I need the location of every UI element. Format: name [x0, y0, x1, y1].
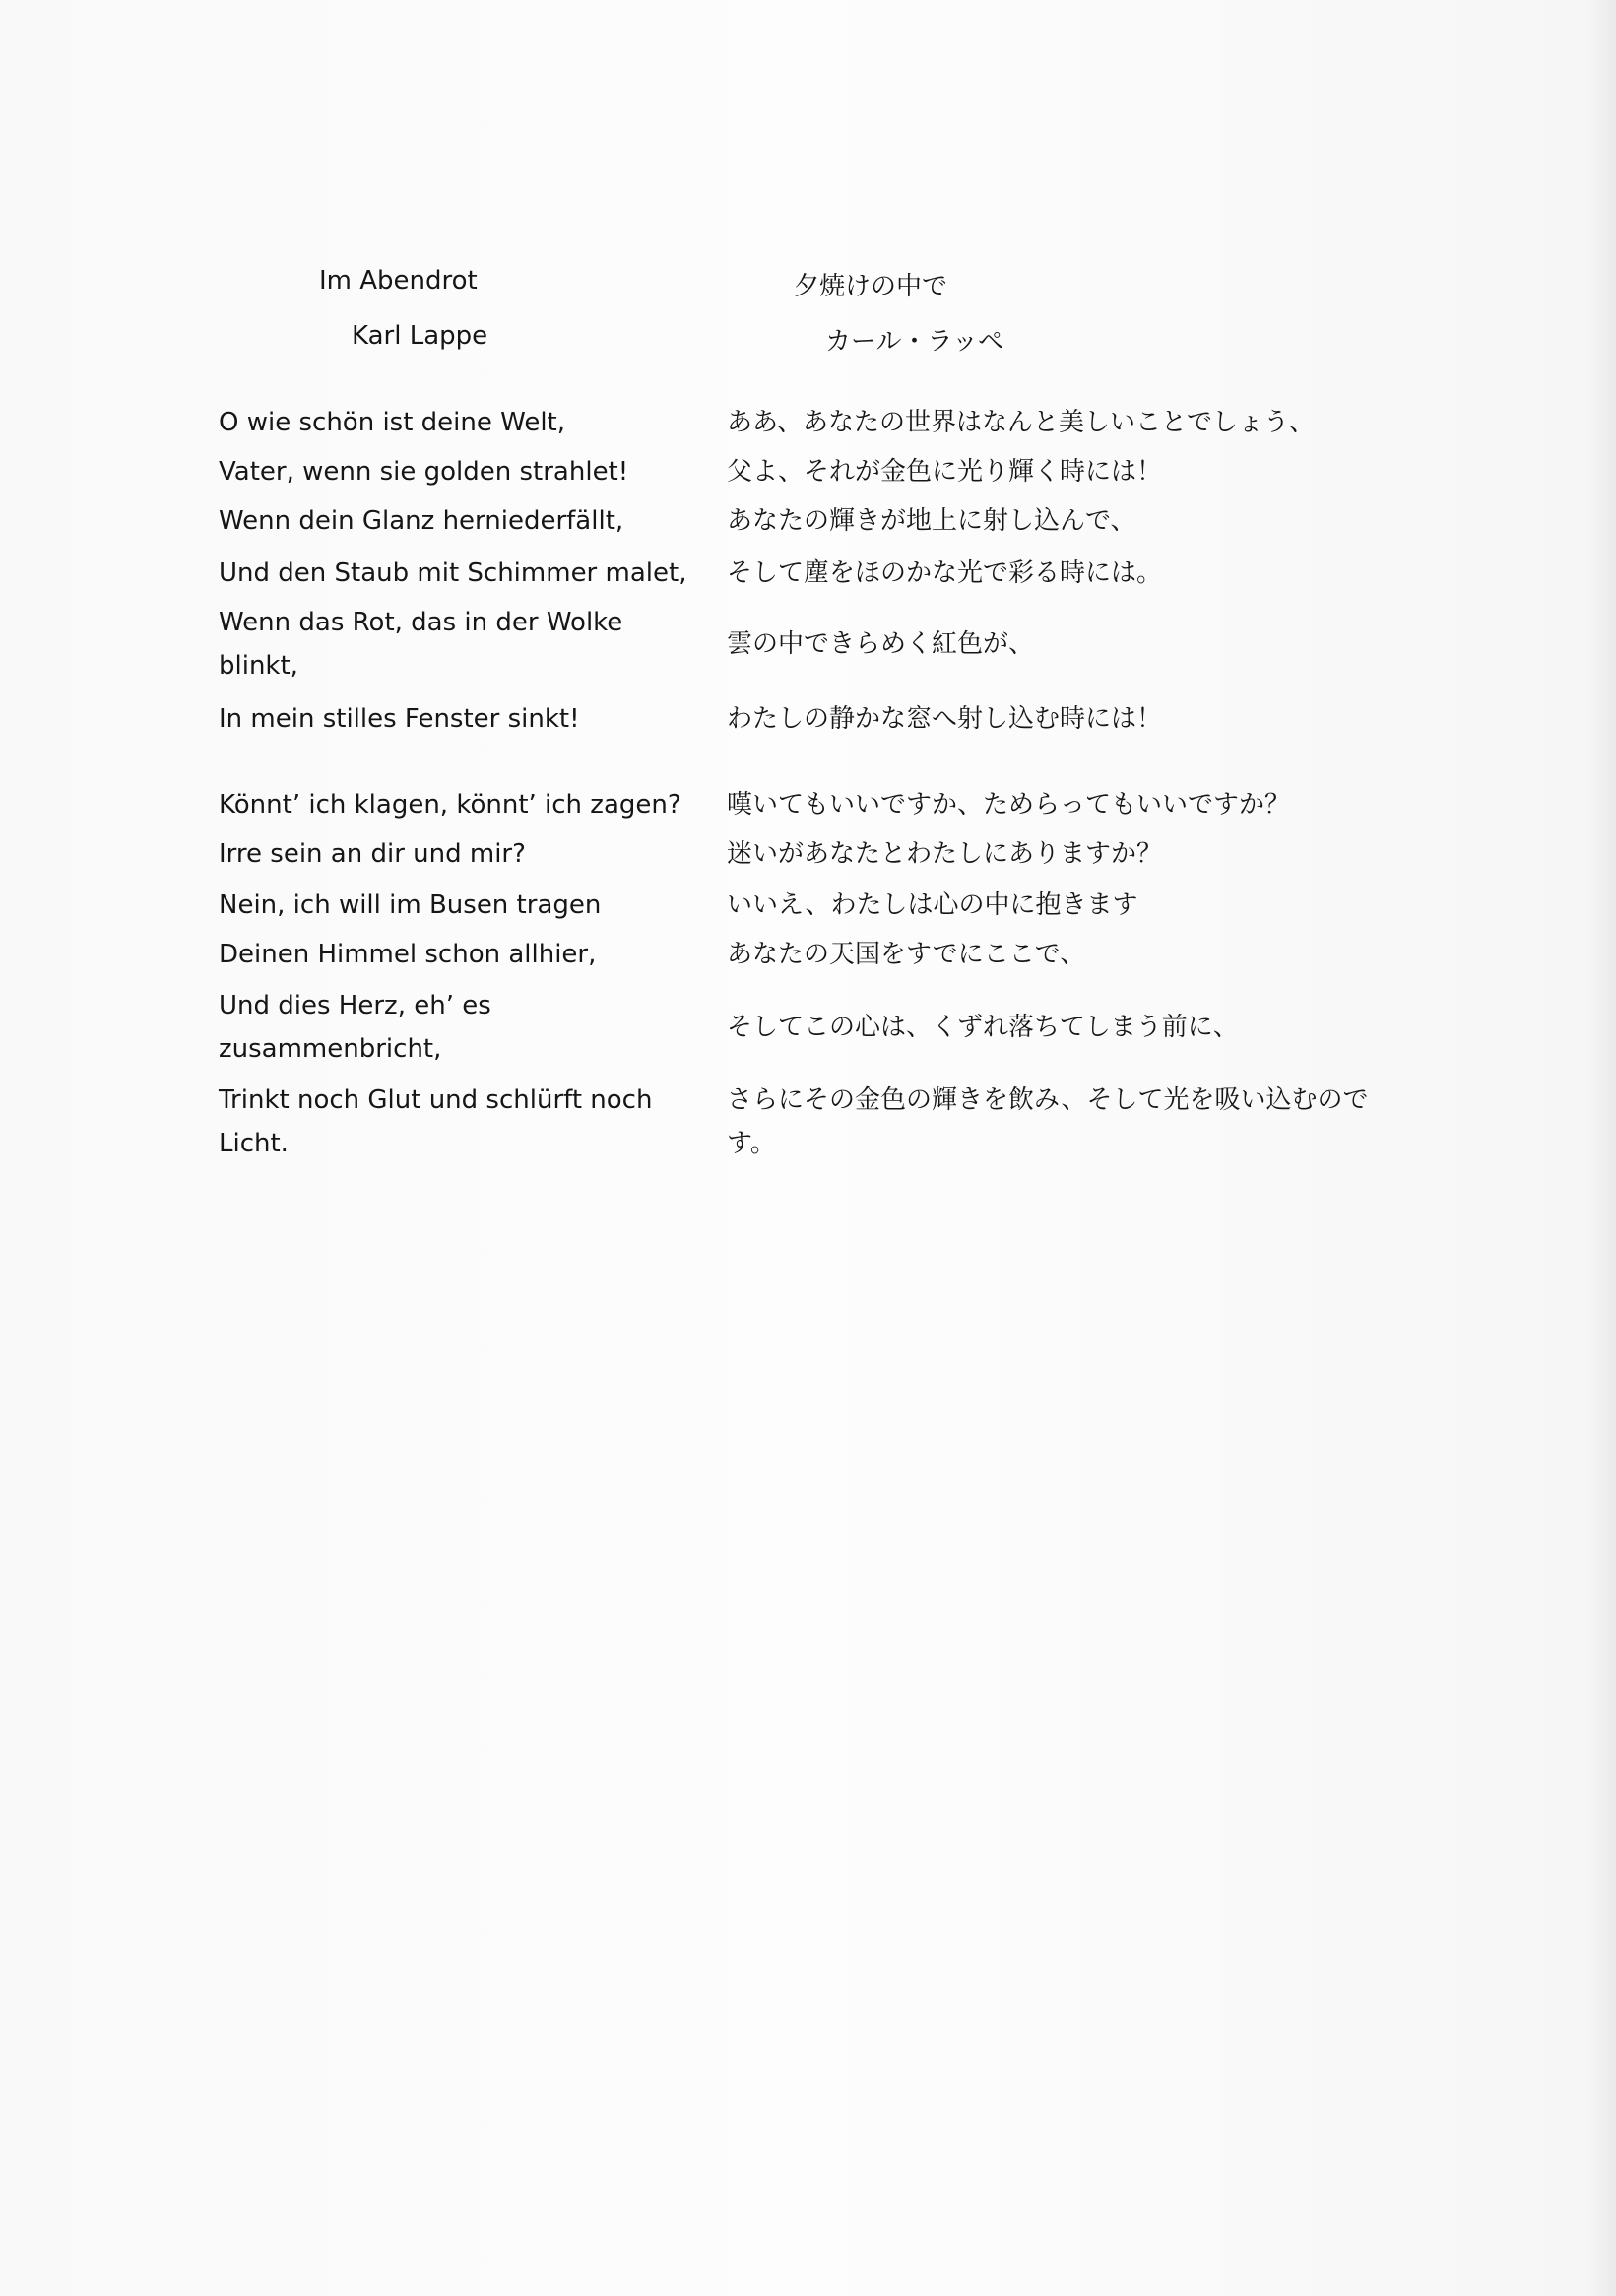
- stanza2-japanese-line-1: 嘆いてもいいですか、ためらってもいいですか？: [727, 790, 1291, 820]
- stanza1-japanese-line-6: わたしの静かな窓へ射し込む時には！: [727, 704, 1163, 734]
- stanza2-japanese-line-4: あなたの天国をすでにここで、: [727, 940, 1086, 969]
- stanza2-german-line-2: Irre sein an dir und mir?: [219, 839, 526, 869]
- poem-title-german: Im Abendrot: [319, 266, 478, 295]
- stanza1-japanese-line-2: 父よ、それが金色に光り輝く時には！: [727, 457, 1163, 487]
- stanza2-japanese-line-2: 迷いがあなたとわたしにありますか？: [727, 839, 1163, 869]
- stanza2-german-line-1: Könnt’ ich klagen, könnt’ ich zagen?: [219, 790, 681, 820]
- poem-author-german: Karl Lappe: [352, 321, 488, 351]
- stanza2-german-line-5: Und dies Herz, eh’ es zusammenbricht,: [219, 991, 491, 1064]
- stanza2-german-line-6: Trinkt noch Glut und schlürft noch Licht.: [219, 1085, 653, 1158]
- stanza1-japanese-line-5: 雲の中できらめく紅色が、: [727, 629, 1035, 659]
- stanza2-german-line-3: Nein, ich will im Busen tragen: [219, 890, 602, 920]
- stanza1-german-line-4: Und den Staub mit Schimmer malet,: [219, 558, 687, 588]
- page-edge-shadow: [1586, 0, 1616, 2296]
- stanza2-german-line-4: Deinen Himmel schon allhier,: [219, 940, 597, 969]
- stanza1-german-line-5: Wenn das Rot, das in der Wolke blinkt,: [219, 608, 623, 681]
- poem-title-japanese: 夕焼けの中で: [794, 272, 948, 301]
- poem-author-japanese: カール・ラッペ: [825, 327, 1003, 357]
- stanza1-german-line-2: Vater, wenn sie golden strahlet!: [219, 457, 629, 487]
- stanza2-japanese-line-3: いいえ、わたしは心の中に抱きます: [727, 890, 1138, 920]
- stanza1-german-line-6: In mein stilles Fenster sinkt!: [219, 704, 580, 734]
- stanza2-japanese-line-5: そしてこの心は、くずれ落ちてしまう前に、: [727, 1013, 1239, 1042]
- stanza1-german-line-3: Wenn dein Glanz herniederfällt,: [219, 506, 624, 536]
- stanza1-japanese-line-3: あなたの輝きが地上に射し込んで、: [727, 506, 1136, 536]
- stanza2-japanese-line-6: さらにその金色の輝きを飲み、そして光を吸い込むのです。: [727, 1085, 1369, 1158]
- stanza1-german-line-1: O wie schön ist deine Welt,: [219, 408, 566, 437]
- stanza1-japanese-line-1: ああ、あなたの世界はなんと美しいことでしょう、: [727, 408, 1315, 437]
- stanza1-japanese-line-4: そして塵をほのかな光で彩る時には。: [727, 558, 1163, 588]
